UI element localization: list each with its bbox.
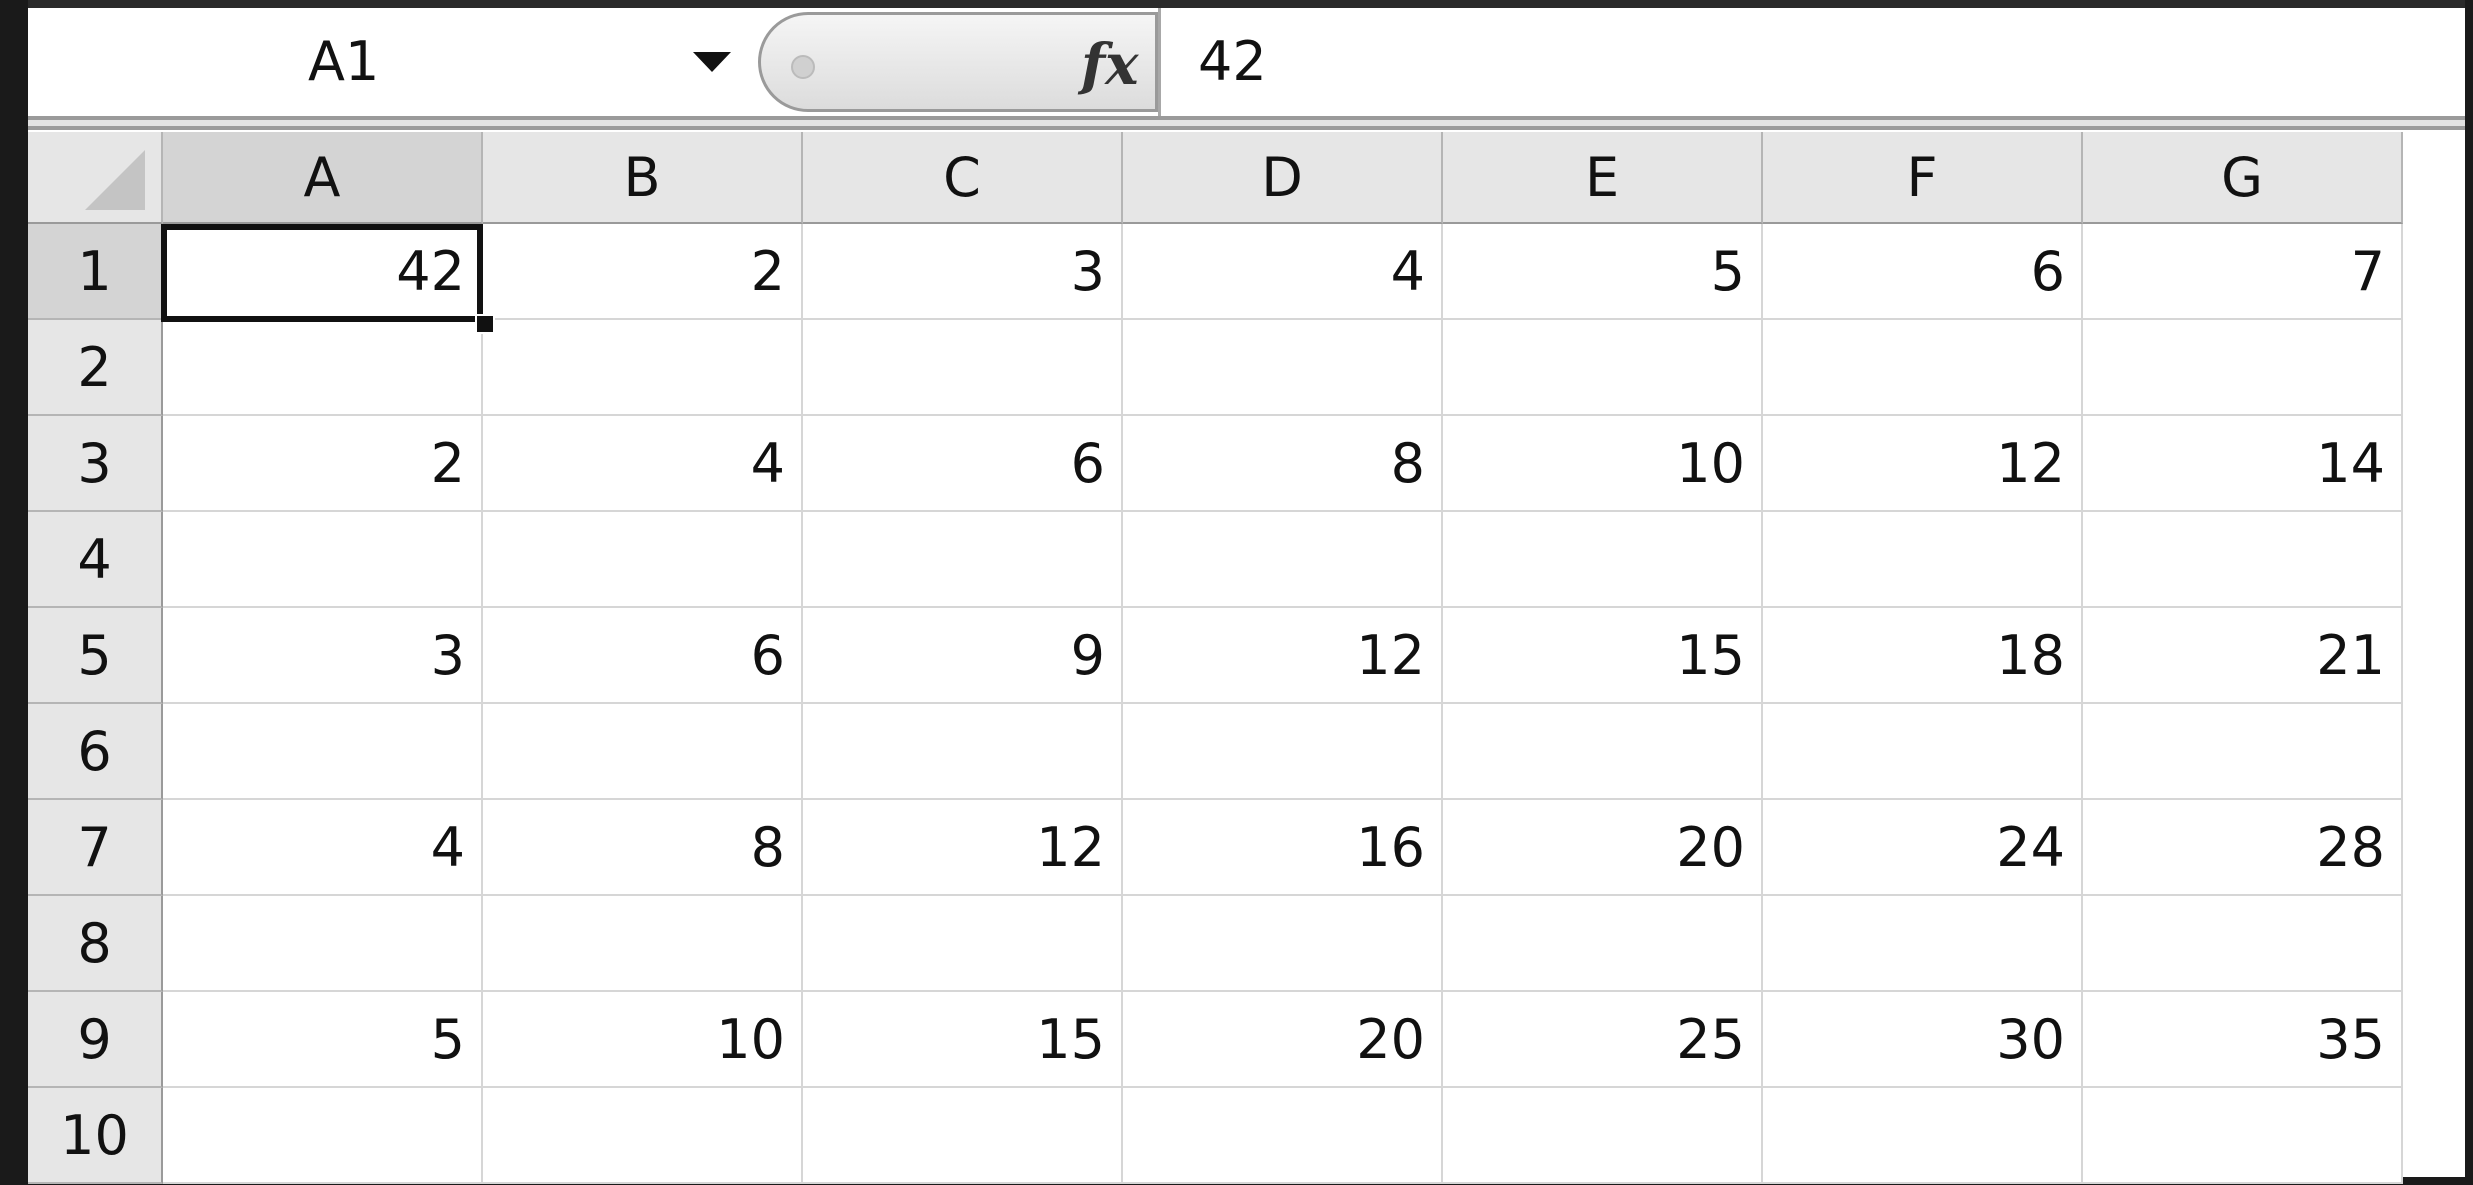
cell-a10[interactable] (163, 1088, 483, 1184)
select-all-corner[interactable] (28, 132, 163, 224)
column-header-e[interactable]: E (1443, 132, 1763, 224)
function-area (758, 12, 1158, 112)
row-header-10[interactable]: 10 (28, 1088, 163, 1184)
cell-g4[interactable] (2083, 512, 2403, 608)
fill-handle[interactable] (475, 314, 495, 334)
cell-e9[interactable]: 25 (1443, 992, 1763, 1088)
cell-g8[interactable] (2083, 896, 2403, 992)
cell-b3[interactable]: 4 (483, 416, 803, 512)
cell-f6[interactable] (1763, 704, 2083, 800)
window-frame-left (0, 0, 28, 1185)
cell-g9[interactable]: 35 (2083, 992, 2403, 1088)
column-header-d[interactable]: D (1123, 132, 1443, 224)
formula-bar (28, 8, 2465, 120)
cell-g5[interactable]: 21 (2083, 608, 2403, 704)
insert-function-icon[interactable]: fx (1081, 32, 1139, 98)
cell-d7[interactable]: 16 (1123, 800, 1443, 896)
cell-c4[interactable] (803, 512, 1123, 608)
column-header-g[interactable]: G (2083, 132, 2403, 224)
window-frame-top (0, 0, 2473, 8)
row-header-9[interactable]: 9 (28, 992, 163, 1088)
column-header-b[interactable]: B (483, 132, 803, 224)
cell-g1[interactable]: 7 (2083, 224, 2403, 320)
row-header-7[interactable]: 7 (28, 800, 163, 896)
cell-b8[interactable] (483, 896, 803, 992)
row-header-5[interactable]: 5 (28, 608, 163, 704)
formula-bar-resize-handle[interactable] (791, 55, 815, 79)
cell-d4[interactable] (1123, 512, 1443, 608)
cell-e5[interactable]: 15 (1443, 608, 1763, 704)
cell-g10[interactable] (2083, 1088, 2403, 1184)
cell-b9[interactable]: 10 (483, 992, 803, 1088)
cell-d5[interactable]: 12 (1123, 608, 1443, 704)
cell-f2[interactable] (1763, 320, 2083, 416)
cell-a3[interactable]: 2 (163, 416, 483, 512)
cell-g2[interactable] (2083, 320, 2403, 416)
row-header-3[interactable]: 3 (28, 416, 163, 512)
cell-c5[interactable]: 9 (803, 608, 1123, 704)
name-box-value[interactable]: A1 (308, 30, 380, 93)
select-all-icon (85, 150, 145, 210)
cell-c6[interactable] (803, 704, 1123, 800)
cell-a8[interactable] (163, 896, 483, 992)
cell-a9[interactable]: 5 (163, 992, 483, 1088)
window-frame-right (2465, 0, 2473, 1185)
cell-a6[interactable] (163, 704, 483, 800)
cell-g3[interactable]: 14 (2083, 416, 2403, 512)
cell-g7[interactable]: 28 (2083, 800, 2403, 896)
cell-b10[interactable] (483, 1088, 803, 1184)
cell-f10[interactable] (1763, 1088, 2083, 1184)
name-box-dropdown-icon[interactable] (693, 52, 731, 72)
cell-a7[interactable]: 4 (163, 800, 483, 896)
formula-divider (1158, 8, 1161, 116)
column-header-a[interactable]: A (163, 132, 483, 224)
cell-e7[interactable]: 20 (1443, 800, 1763, 896)
cell-a4[interactable] (163, 512, 483, 608)
cell-e6[interactable] (1443, 704, 1763, 800)
cell-f8[interactable] (1763, 896, 2083, 992)
cell-d6[interactable] (1123, 704, 1443, 800)
cell-d2[interactable] (1123, 320, 1443, 416)
cell-f7[interactable]: 24 (1763, 800, 2083, 896)
cell-f1[interactable]: 6 (1763, 224, 2083, 320)
cell-e8[interactable] (1443, 896, 1763, 992)
cell-a2[interactable] (163, 320, 483, 416)
cell-c2[interactable] (803, 320, 1123, 416)
cell-e3[interactable]: 10 (1443, 416, 1763, 512)
cell-g6[interactable] (2083, 704, 2403, 800)
cell-d9[interactable]: 20 (1123, 992, 1443, 1088)
row-header-1[interactable]: 1 (28, 224, 163, 320)
cell-e2[interactable] (1443, 320, 1763, 416)
cell-b4[interactable] (483, 512, 803, 608)
cell-e1[interactable]: 5 (1443, 224, 1763, 320)
cell-e4[interactable] (1443, 512, 1763, 608)
cell-f4[interactable] (1763, 512, 2083, 608)
cell-b1[interactable]: 2 (483, 224, 803, 320)
cell-b6[interactable] (483, 704, 803, 800)
cell-d8[interactable] (1123, 896, 1443, 992)
cell-c10[interactable] (803, 1088, 1123, 1184)
name-box[interactable] (28, 8, 758, 116)
row-header-4[interactable]: 4 (28, 512, 163, 608)
cell-d10[interactable] (1123, 1088, 1443, 1184)
row-header-2[interactable]: 2 (28, 320, 163, 416)
cell-c8[interactable] (803, 896, 1123, 992)
cell-a5[interactable]: 3 (163, 608, 483, 704)
column-header-f[interactable]: F (1763, 132, 2083, 224)
cell-c3[interactable]: 6 (803, 416, 1123, 512)
column-header-c[interactable]: C (803, 132, 1123, 224)
cell-b5[interactable]: 6 (483, 608, 803, 704)
cell-a1[interactable]: 42 (163, 224, 483, 320)
cell-d3[interactable]: 8 (1123, 416, 1443, 512)
cell-e10[interactable] (1443, 1088, 1763, 1184)
cell-b7[interactable]: 8 (483, 800, 803, 896)
cell-c9[interactable]: 15 (803, 992, 1123, 1088)
formula-input[interactable]: 42 (1198, 30, 1267, 93)
row-header-6[interactable]: 6 (28, 704, 163, 800)
cell-b2[interactable] (483, 320, 803, 416)
cell-d1[interactable]: 4 (1123, 224, 1443, 320)
cell-f5[interactable]: 18 (1763, 608, 2083, 704)
cell-f9[interactable]: 30 (1763, 992, 2083, 1088)
cell-f3[interactable]: 12 (1763, 416, 2083, 512)
row-header-8[interactable]: 8 (28, 896, 163, 992)
cell-c1[interactable]: 3 (803, 224, 1123, 320)
cell-c7[interactable]: 12 (803, 800, 1123, 896)
